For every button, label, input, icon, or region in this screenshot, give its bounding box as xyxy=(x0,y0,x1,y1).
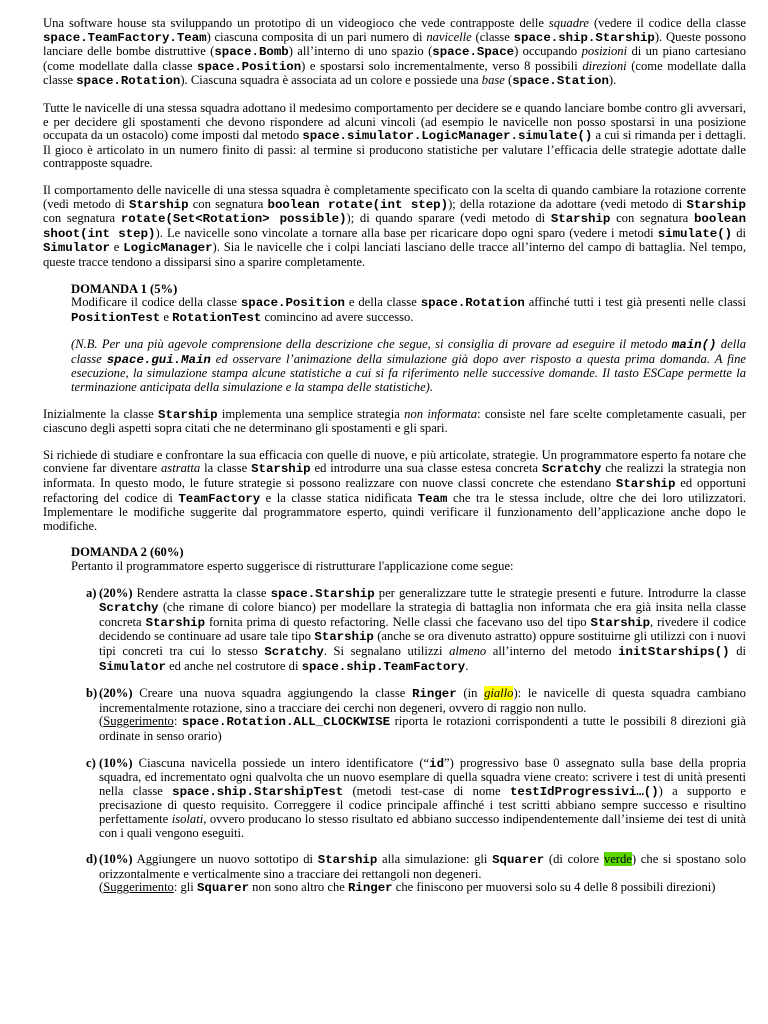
text: ( xyxy=(99,714,104,729)
text-italic: direzioni xyxy=(582,58,627,73)
text: ). Le navicelle sono vincolate a tornare alla base per ricaricare dopo ogni sparo (vedere i metodi xyxy=(155,225,658,240)
text: la classe xyxy=(200,461,252,476)
refactoring-paragraph xyxy=(43,449,746,534)
item-d xyxy=(86,853,746,896)
text: ed opportuni refactoring del codice di xyxy=(43,476,746,505)
text: non sono altro che xyxy=(249,880,348,895)
code-ref: space.TeamFactory.Team xyxy=(43,30,207,45)
code-ref: testIdProgressivi…() xyxy=(509,784,659,799)
text: : consiste nel fare scelte completamente casuali, per ciascuno degli aspetti sopra citati che ne determinano gli spostamenti e gli spari. xyxy=(43,406,747,436)
question-1-title: DOMANDA 1 (5%) xyxy=(71,281,178,296)
text: ed introdurre una sua classe estesa concreta xyxy=(310,461,542,476)
text: ”) progressivo base 0 assegnato sulla base della propria squadra, ed incrementato ogni qualvolta che un nuovo esemplare di quella squadra viene creato: scrivere i test di unità presenti nella classe xyxy=(99,755,746,798)
text: implementa una semplice strategia xyxy=(217,406,405,421)
text: con segnatura xyxy=(43,211,121,226)
code-ref: Starship xyxy=(550,212,611,227)
code-ref: space.Position xyxy=(197,59,302,74)
code-ref: Starship xyxy=(251,462,311,477)
item-letter: b) xyxy=(86,686,98,701)
text: Modificare il codice della classe xyxy=(71,295,241,310)
text: ); della rotazione da adottare (vedi metodo di xyxy=(448,196,687,211)
code-ref: PositionTest xyxy=(71,310,161,325)
code-ref: Starship xyxy=(317,853,378,868)
code-ref: boolean rotate(int step) xyxy=(267,197,449,212)
initial-strategy-paragraph xyxy=(43,408,746,436)
text: ); di quando sparare (vedi metodo di xyxy=(346,211,551,226)
text: ). Queste possono lanciare delle bombe distruttive ( xyxy=(43,29,747,59)
text: Tutte le navicelle di una stessa squadra adottano il medesimo comportamento per decidere se e quando lanciare bombe contro gli avversari, e per decidere gli spostamenti che devono rispondere ad alcuni vincoli (ad esempio le navicelle non posso spostarsi in una posizione occupata da un ostacolo) come imposti dal metodo xyxy=(43,100,746,143)
item-letter: c) xyxy=(86,755,96,770)
intro-paragraph xyxy=(43,17,746,89)
text: ) occupando xyxy=(514,44,582,59)
text: ). xyxy=(608,73,617,88)
text: , rivedere il codice decidendo se continuare ad usare tale tipo xyxy=(99,614,746,644)
highlight-yellow: giallo xyxy=(484,686,514,701)
text: e xyxy=(160,309,173,324)
item-percent: (10%) xyxy=(99,852,133,867)
text: comincino ad avere successo. xyxy=(261,309,414,324)
item-letter: d) xyxy=(86,852,98,867)
code-ref: space.Bomb xyxy=(214,45,289,60)
text-italic: navicelle xyxy=(426,29,472,44)
code-ref: space.Rotation xyxy=(76,74,181,89)
item-c xyxy=(86,757,746,841)
text: Creare una nuova squadra aggiungendo la classe xyxy=(132,686,413,701)
code-ref: TeamFactory xyxy=(178,491,261,506)
text: a cui si rimanda per i dettagli. Il gioco è articolato in un numero finito di passi: al termine si producono statistiche per valutare l’efficacia delle strategie adottate dalle contrapposte squadre. xyxy=(43,128,746,171)
text: ). Ciascuna squadra è associata ad un colore e possiede una xyxy=(180,73,482,88)
code-ref: simulate() xyxy=(657,226,733,241)
text-italic: astratta xyxy=(161,461,201,476)
text-italic: posizioni xyxy=(581,44,628,59)
text: (metodi test-case di nome xyxy=(343,783,510,798)
text: alla simulazione: gli xyxy=(377,852,493,867)
text: affinché tutti i test già presenti nelle classi xyxy=(524,295,746,310)
text: (vedere il codice della classe xyxy=(589,16,746,30)
code-ref: RotationTest xyxy=(172,310,262,325)
item-b xyxy=(86,687,746,743)
code-ref: Starship xyxy=(615,477,676,492)
strategy-paragraph xyxy=(43,184,746,270)
text: di un piano cartesiano (come modellate dalla classe xyxy=(43,44,746,73)
code-ref: LogicManager xyxy=(123,241,213,256)
question-2-title: DOMANDA 2 (60%) xyxy=(71,545,184,560)
code-ref: Starship xyxy=(158,407,218,422)
code-ref: Scratchy xyxy=(99,601,159,616)
text: che finiscono per muoversi solo su 4 delle 8 possibili direzioni) xyxy=(392,880,716,895)
text: Il comportamento delle navicelle di una stessa squadra è completamente specificato con la scelta di quando cambiare la rotazione corrente (vedi metodo di xyxy=(43,182,746,211)
code-ref: id xyxy=(429,756,445,771)
item-percent: (20%) xyxy=(99,585,133,600)
code-ref: main() xyxy=(671,338,717,353)
code-ref: space.Starship xyxy=(270,586,375,601)
text: di xyxy=(732,225,746,240)
code-ref: space.Station xyxy=(512,74,609,89)
code-ref: Starship xyxy=(129,197,189,212)
text: ( xyxy=(504,73,513,88)
text: Rendere astratta la classe xyxy=(132,585,271,600)
item-percent: (20%) xyxy=(99,686,133,701)
text: ed osservare l’animazione della simulazione già dopo aver risposto a questa prima domanda. A fine esecuzione, la simulazione stampa alcune statistiche a cui si fa riferimento nelle successive domande. Il tasto ESCape permette la terminazione anticipata della simulazione e la stampa delle statistiche). xyxy=(71,351,746,395)
text: Aggiungere un nuovo sottotipo di xyxy=(132,852,318,867)
code-ref: Scratchy xyxy=(541,462,602,477)
item-text xyxy=(99,687,746,743)
question-2-intro: Pertanto il programmatore esperto suggerisce di ristrutturare l'applicazione come segue: xyxy=(71,559,514,573)
code-ref: space.Space xyxy=(432,45,515,60)
text: per generalizzare tutte le strategie presenti e future. Introdurre la classe xyxy=(374,585,746,600)
text: fornita prima di questo refactoring. Nelle classi che facevano uso del tipo xyxy=(205,614,591,629)
text: ) all’interno di uno spazio ( xyxy=(288,44,433,59)
highlight-green: verde xyxy=(603,852,632,867)
text: riporta le rotazioni corrispondenti a tutte le possibili 8 direzioni già ordinate in senso orario) xyxy=(99,714,746,743)
code-ref: Simulator xyxy=(99,659,166,674)
code-ref: space.ship.TeamFactory xyxy=(301,659,466,674)
text: e la classe statica nidificata xyxy=(260,490,418,505)
text: che realizzi la strategia non informata. In questo modo, le future strategie si possono realizzare con nuove classi concrete che estendano xyxy=(43,461,746,491)
item-text xyxy=(99,853,746,896)
text: ). Sia le navicelle che i colpi lanciati lasciano delle tracce all’interno del campo di battaglia. Nel tempo, queste tracce tendono a dissiparsi sino a sparire completamente. xyxy=(43,240,746,269)
item-text xyxy=(99,757,746,841)
text: (in xyxy=(456,686,485,701)
code-ref: space.Rotation.ALL_CLOCKWISE xyxy=(181,715,391,730)
question-2-items xyxy=(86,587,746,896)
code-ref: space.simulator.LogicManager.simulate() xyxy=(302,129,593,144)
text: (che rimane di colore bianco) per modellare la strategia di battaglia non informata che era già insita nella classe concreta xyxy=(99,600,746,629)
code-ref: space.Rotation xyxy=(420,296,525,311)
text: della classe xyxy=(71,337,746,366)
text-italic: squadre xyxy=(548,16,590,30)
code-ref: Ringer xyxy=(412,687,457,702)
code-ref: Simulator xyxy=(43,241,110,256)
code-ref: space.ship.Starship xyxy=(513,30,655,45)
text: Una software house sta sviluppando un prototipo di un videogioco che vede contrapposte delle xyxy=(43,16,549,30)
text: ( xyxy=(99,880,104,895)
text: ) a supporto e precisazione di questo requisito. Correggere il codice principale affinché i test scritti abbiano sempre successo e risultino perfettamente xyxy=(99,783,747,826)
code-ref: rotate(Set<Rotation> possible) xyxy=(120,212,347,227)
item-text xyxy=(99,587,746,675)
code-ref: space.gui.Main xyxy=(106,352,211,367)
text: con segnatura xyxy=(188,196,268,211)
text: : xyxy=(173,714,182,729)
text: . xyxy=(465,658,469,673)
text: ): le navicelle di questa squadra cambiano incrementalmente rotazione, sino a tracciare dei cerchi non degeneri, ovvero di raggio non nullo. xyxy=(99,686,746,715)
code-ref: boolean shoot(int step) xyxy=(43,212,747,241)
text: (anche se ora divenuto astratto) oppure sostituirne gli utilizzi con i nuovi tipi concreti tra cui lo stesso xyxy=(99,629,746,658)
code-ref: Starship xyxy=(590,615,651,630)
text: ) che si spostano solo orizzontalmente e verticalmente sino a tracciare dei rettangoli non degeneri. xyxy=(99,852,746,881)
text-underline: Suggerimento xyxy=(103,714,174,729)
text: e xyxy=(109,240,124,255)
text: Inizialmente la classe xyxy=(43,406,159,421)
text: Si richiede di studiare e confrontare la sua efficacia con quelle di nuove, e più articolate, strategie. Un programmatore esperto fa notare che conviene far diventare xyxy=(43,447,746,476)
item-percent: (10%) xyxy=(99,755,133,770)
code-ref: Squarer xyxy=(196,881,250,896)
behaviour-paragraph xyxy=(43,102,746,171)
text: ) ciascuna composita di un pari numero di xyxy=(206,29,427,44)
question-1-body xyxy=(71,296,746,325)
item-letter: a) xyxy=(86,585,97,600)
text: con segnatura xyxy=(610,211,694,226)
code-ref: Starship xyxy=(145,615,206,630)
text: , ovvero producano lo stesso risultato ed abbiano successo indipendentemente dall’insieme dei test di unità con i quali vengono eseguiti. xyxy=(99,811,747,840)
text-italic: isolati xyxy=(171,811,204,826)
text: (come modellate dalla classe xyxy=(43,58,747,88)
text: : gli xyxy=(173,880,197,895)
text: (classe xyxy=(471,29,514,44)
text: Ciascuna navicella possiede un intero identificatore (“ xyxy=(132,755,430,770)
text-underline: Suggerimento xyxy=(103,880,174,895)
text-italic: almeno xyxy=(449,643,487,658)
code-ref: Scratchy xyxy=(264,644,324,659)
code-ref: Squarer xyxy=(492,853,545,868)
code-ref: Ringer xyxy=(348,881,393,896)
text: che tra le stessa include, oltre che dei loro utilizzatori. Implementare le modifiche suggerite dal programmatore esperto, quindi verificare il funzionamento dell’applicazione anche dopo le modifiche. xyxy=(43,490,746,533)
text: ed anche nel costrutore di xyxy=(165,658,302,673)
code-ref: space.Position xyxy=(240,296,345,311)
text: . Si segnalano utilizzi xyxy=(323,643,450,658)
note-paragraph xyxy=(71,338,746,394)
text: all’interno del metodo xyxy=(486,643,619,658)
code-ref: Team xyxy=(417,491,448,506)
item-a xyxy=(86,587,746,675)
text: (di colore xyxy=(544,852,604,867)
code-ref: Starship xyxy=(314,630,374,645)
text-italic: non informata xyxy=(404,406,478,421)
code-ref: initStarships() xyxy=(618,644,730,659)
code-ref: Starship xyxy=(686,197,746,212)
text: di xyxy=(729,643,746,658)
text-italic: base xyxy=(481,73,505,88)
text: (N.B. Per una più agevole comprensione della descrizione che segue, si consiglia di provare ad eseguire il metodo xyxy=(71,337,672,352)
text: ) e spostarsi solo incrementalmente, verso 8 possibili xyxy=(301,58,583,73)
text: e della classe xyxy=(344,295,421,310)
code-ref: space.ship.StarshipTest xyxy=(172,784,344,799)
